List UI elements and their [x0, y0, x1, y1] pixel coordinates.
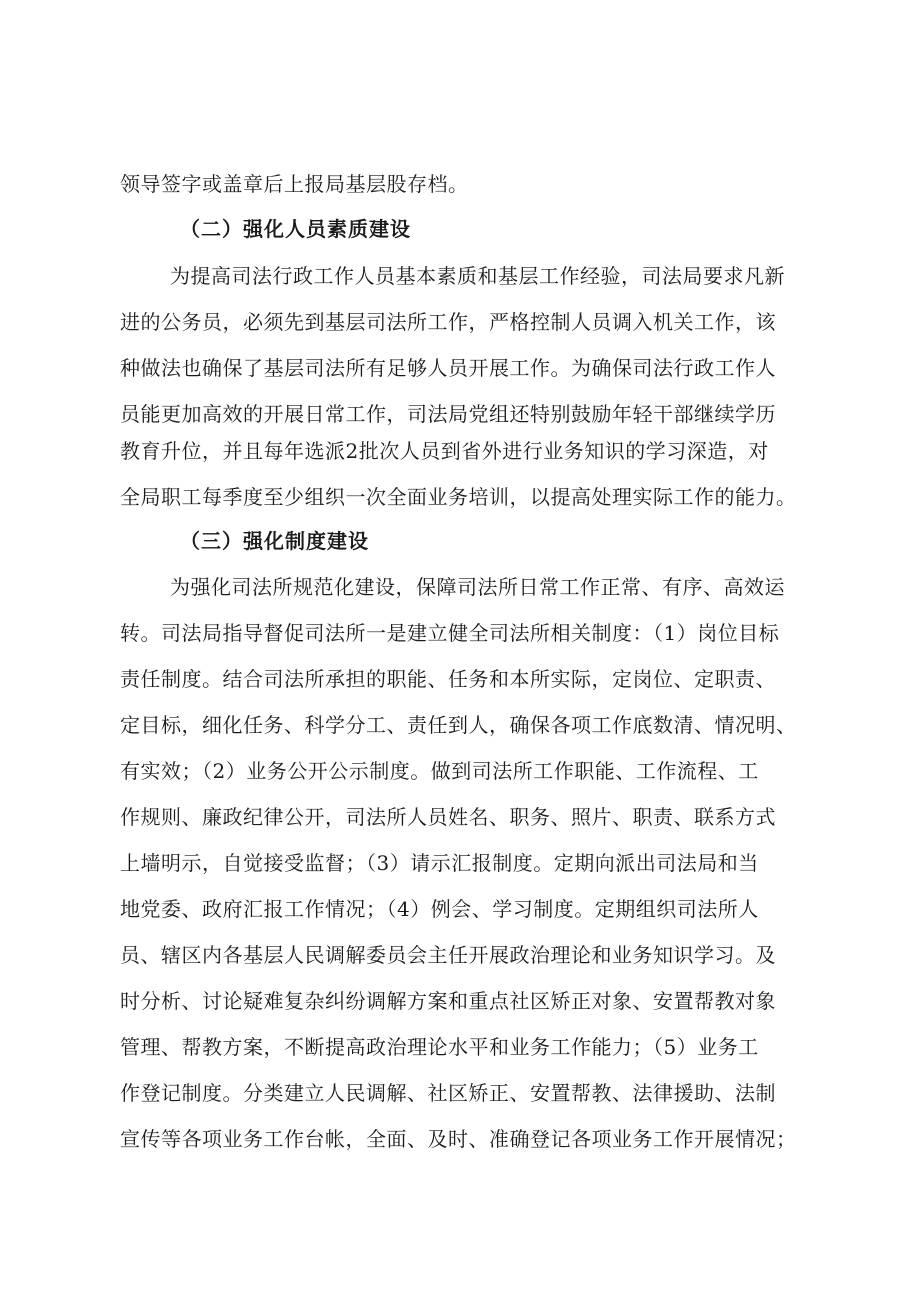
body-text-line: 全局职工每季度至少组织一次全面业务培训，以提高处理实际工作的能力。 [120, 485, 797, 509]
body-text-line: 责任制度。结合司法所承担的职能、任务和本所实际，定岗位、定职责、 [120, 667, 776, 691]
section-heading: （二）强化人员素质建设 [180, 217, 411, 241]
body-text-line: 管理、帮教方案，不断提高政治理论水平和业务工作能力；（5）业务工 [120, 1035, 759, 1059]
body-text-line: 领导签字或盖章后上报局基层股存档。 [120, 172, 469, 196]
body-text-line: 定目标，细化任务、科学分工、责任到人，确保各项工作底数清、情况明、 [120, 713, 797, 737]
body-text-line: 员、辖区内各基层人民调解委员会主任开展政治理论和业务知识学习。及 [120, 943, 776, 967]
body-text-line: 有实效；（2）业务公开公示制度。做到司法所工作职能、工作流程、工 [120, 759, 759, 783]
body-text-line: 作规则、廉政纪律公开，司法所人员姓名、职务、照片、职责、联系方式 [120, 805, 776, 829]
body-text-line: 员能更加高效的开展日常工作，司法局党组还特别鼓励年轻干部继续学历 [120, 402, 776, 426]
body-text-line: 地党委、政府汇报工作情况；（4）例会、学习制度。定期组织司法所人 [120, 897, 759, 921]
body-text-line: 宣传等各项业务工作台帐，全面、及时、准确登记各项业务工作开展情况； [120, 1127, 797, 1151]
body-text-line: 为强化司法所规范化建设，保障司法所日常工作正常、有序、高效运 [170, 575, 785, 599]
body-text-line: 教育升位，并且每年选派2批次人员到省外进行业务知识的学习深造，对 [120, 439, 769, 463]
body-text-line: 为提高司法行政工作人员基本素质和基层工作经验，司法局要求凡新 [170, 264, 785, 288]
body-text-line: 作登记制度。分类建立人民调解、社区矫正、安置帮教、法律援助、法制 [120, 1081, 776, 1105]
body-text-line: 时分析、讨论疑难复杂纠纷调解方案和重点社区矫正对象、安置帮教对象 [120, 989, 776, 1013]
section-heading: （三）强化制度建设 [180, 529, 369, 553]
body-text-line: 转。司法局指导督促司法所一是建立健全司法所相关制度：（1）岗位目标 [120, 621, 780, 645]
body-text-line: 种做法也确保了基层司法所有足够人员开展工作。为确保司法行政工作人 [120, 356, 776, 380]
body-text-line: 上墙明示，自觉接受监督；（3）请示汇报制度。定期向派出司法局和当 [120, 851, 759, 875]
body-text-line: 进的公务员，必须先到基层司法所工作，严格控制人员调入机关工作，该 [120, 310, 776, 334]
